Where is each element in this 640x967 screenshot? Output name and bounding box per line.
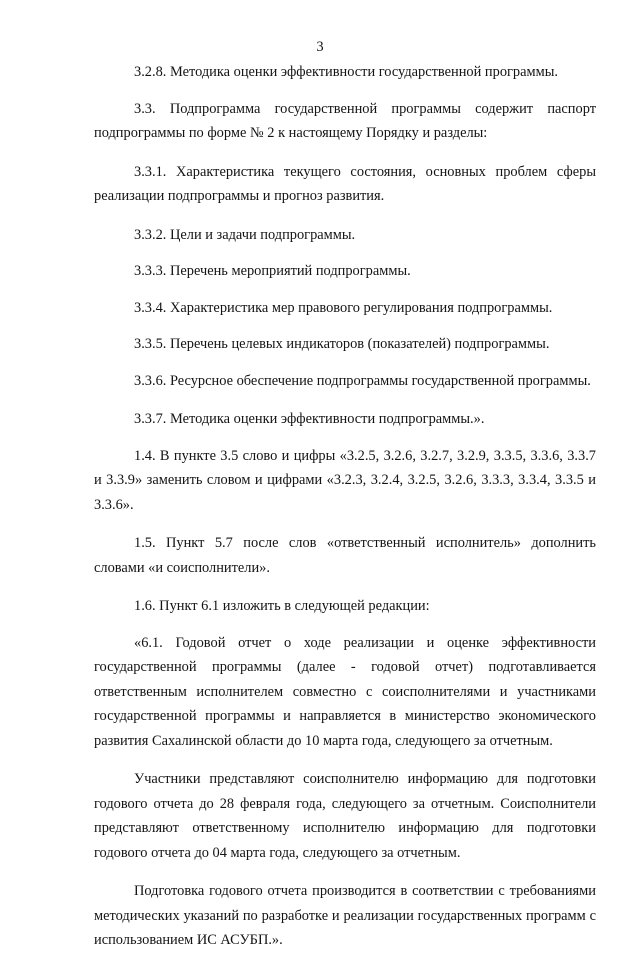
paragraph-3-3-1: 3.3.1. Характеристика текущего состояния, основных проблем сферы реализации подпрограммы и прогноз развития.: [94, 163, 596, 204]
page-number: 3: [316, 39, 324, 55]
paragraph-6-1: «6.1. Годовой отчет о ходе реализации и оценке эффективности государственной программы (далее - годовой отчет) подготавливается ответственным исполнителем совместно с соисполнителями и участниками государственной программы и направляется в министерство экономического развития Сахалинской области до 10 марта года, следующего за отчетным.: [94, 634, 596, 749]
paragraph-3-3-3: 3.3.3. Перечень мероприятий подпрограммы.: [134, 263, 411, 279]
paragraph-1-4: 1.4. В пункте 3.5 слово и цифры «3.2.5, 3.2.6, 3.2.7, 3.2.9, 3.3.5, 3.3.6, 3.3.7 и 3.3.9» заменить словом и цифрами «3.2.3, 3.2.4, 3.2.5, 3.2.6, 3.3.3, 3.3.4, 3.3.5 и 3.3.6».: [94, 447, 596, 513]
document-body: [94, 60, 596, 967]
paragraph-3-2-8: 3.2.8. Методика оценки эффективности государственной программы.: [134, 64, 558, 80]
paragraph-3-3-6: 3.3.6. Ресурсное обеспечение подпрограммы государственной программы.: [134, 372, 591, 389]
paragraph-3-3-5: 3.3.5. Перечень целевых индикаторов (показателей) подпрограммы.: [134, 336, 550, 352]
paragraph-report-preparation: Подготовка годового отчета производится в соответствии с требованиями методических указаний по разработке и реализации государственных программ с использованием ИС АСУБП.».: [94, 883, 596, 948]
paragraph-1-5: 1.5. Пункт 5.7 после слов «ответственный исполнитель» дополнить словами «и соисполнители».: [94, 535, 596, 576]
paragraph-1-6: 1.6. Пункт 6.1 изложить в следующей редакции:: [134, 598, 430, 614]
paragraph-3-3: 3.3. Подпрограмма государственной программы содержит паспорт подпрограммы по форме № 2 к настоящему Порядку и разделы:: [94, 100, 596, 141]
paragraph-3-3-2: 3.3.2. Цели и задачи подпрограммы.: [134, 226, 356, 243]
paragraph-3-3-7: 3.3.7. Методика оценки эффективности подпрограммы.».: [134, 411, 485, 427]
paragraph-participants: Участники представляют соисполнителю информацию для подготовки годового отчета до 28 февраля года, следующего за отчетным. Соисполнители представляют ответственному исполнителю информацию для подготовки годового отчета до 04 марта года, следующего за отчетным.: [94, 771, 596, 861]
paragraph-3-3-4: 3.3.4. Характеристика мер правового регулирования подпрограммы.: [134, 299, 553, 316]
